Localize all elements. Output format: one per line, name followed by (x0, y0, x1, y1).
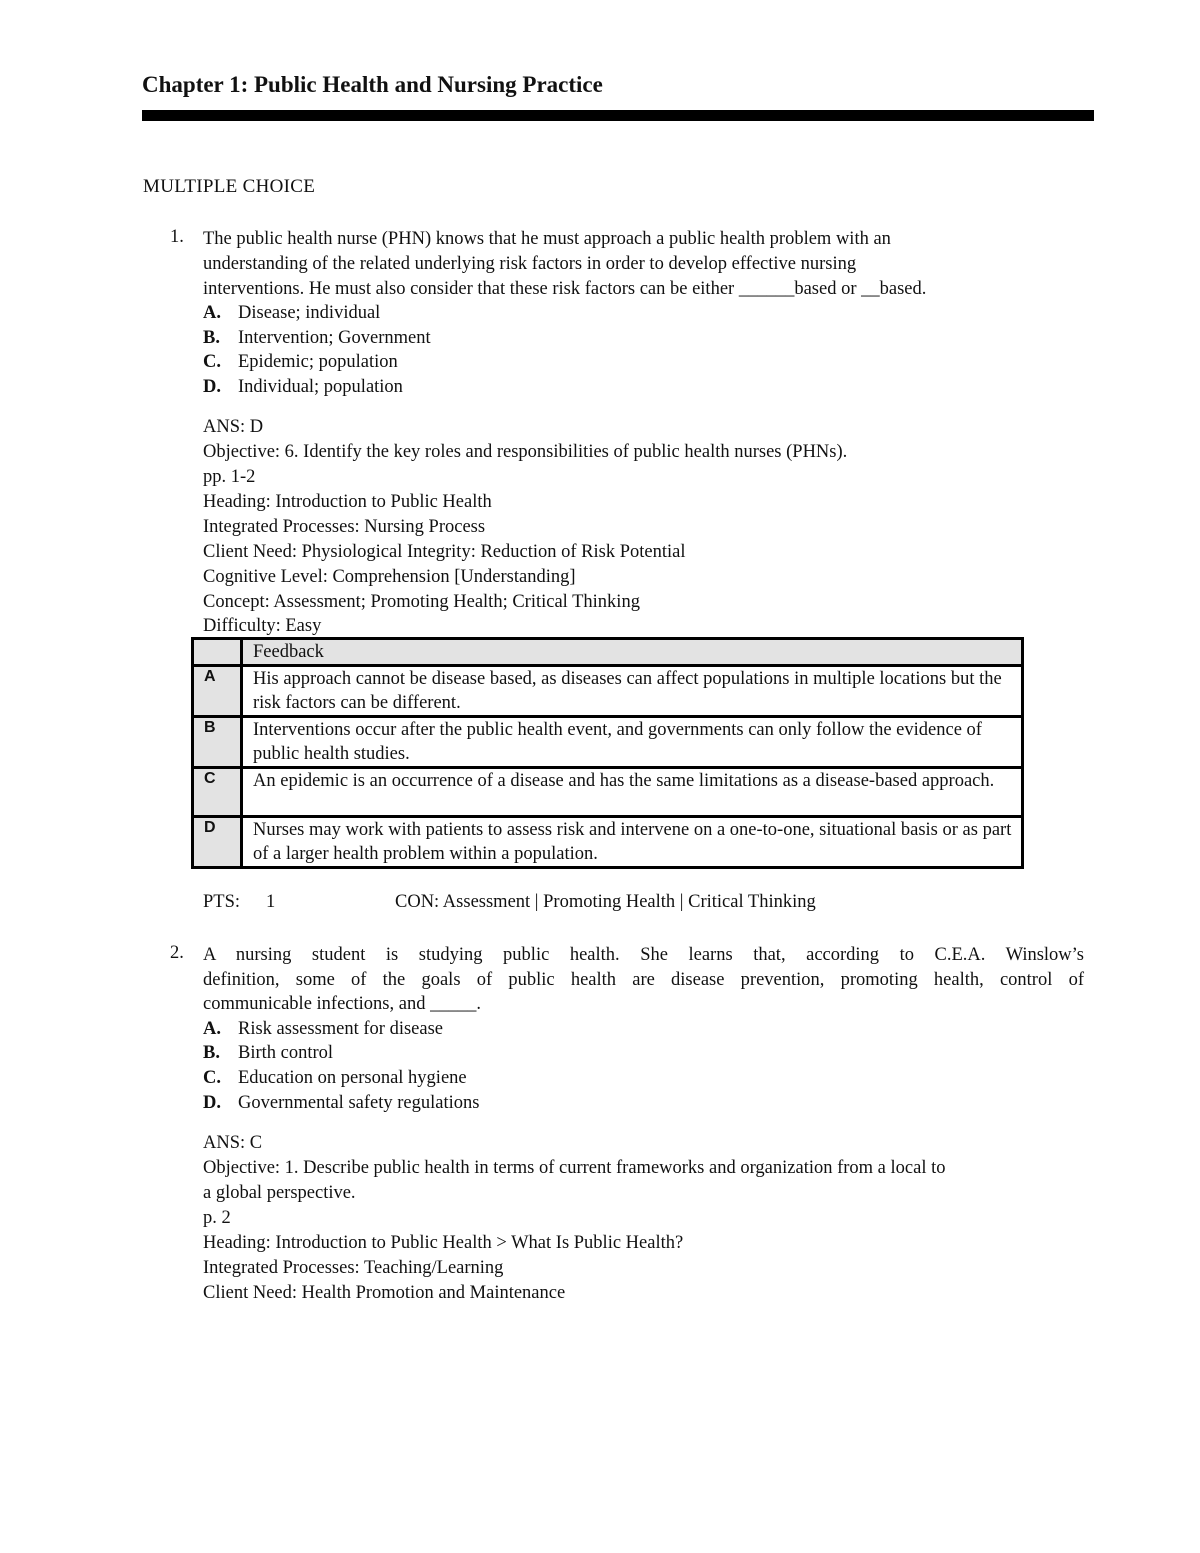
question-2-number: 2. (170, 943, 184, 963)
question-1-number: 1. (170, 227, 184, 247)
question-2-objective-line-2: a global perspective. (203, 1183, 356, 1203)
question-1-stem-line-3: interventions. He must also consider that these risk factors can be either ______based or __based. (203, 279, 927, 299)
feedback-label: B (193, 717, 242, 768)
option-text: Birth control (238, 1043, 334, 1063)
question-1-stem-line-2: understanding of the related underlying risk factors in order to develop effective nursing (203, 254, 857, 274)
feedback-text: Interventions occur after the public health event, and governments can only follow the evidence of public health studies. (242, 717, 1023, 768)
option-letter: D. (203, 377, 221, 397)
option-letter: C. (203, 352, 221, 372)
question-1-objective: Objective: 6. Identify the key roles and responsibilities of public health nurses (PHNs). (203, 442, 848, 462)
question-2-option-c (203, 1066, 467, 1090)
question-2-heading: Heading: Introduction to Public Health > What Is Public Health? (203, 1233, 684, 1253)
question-1-stem-line-1: The public health nurse (PHN) knows that he must approach a public health problem with an (203, 229, 891, 249)
question-1-option-d (203, 375, 403, 399)
question-1-option-a (203, 301, 380, 325)
question-2-answer: ANS: C (203, 1133, 263, 1153)
question-2-stem-line-2: definition, some of the goals of public health are disease prevention, promoting health, control of (203, 970, 1084, 990)
feedback-label: D (193, 817, 242, 868)
question-1-heading: Heading: Introduction to Public Health (203, 492, 492, 512)
question-1-concepts: CON: Assessment | Promoting Health | Critical Thinking (395, 892, 816, 912)
question-2-pages: p. 2 (203, 1208, 231, 1228)
feedback-label: A (193, 666, 242, 717)
option-letter: B. (203, 328, 220, 348)
feedback-text: Nurses may work with patients to assess risk and intervene on a one-to-one, situational basis or as part of a larger health problem within a population. (242, 817, 1023, 868)
question-1-option-c (203, 350, 398, 374)
feedback-row-d (193, 817, 1023, 868)
question-1-pages: pp. 1-2 (203, 467, 256, 487)
option-text: Risk assessment for disease (238, 1019, 444, 1039)
option-text: Intervention; Government (238, 328, 431, 348)
question-2-client-need: Client Need: Health Promotion and Maintenance (203, 1283, 566, 1303)
question-1-concept: Concept: Assessment; Promoting Health; Critical Thinking (203, 592, 640, 612)
feedback-label: C (193, 768, 242, 817)
feedback-header-blank (193, 639, 242, 666)
title-rule (142, 110, 1094, 121)
feedback-row-b (193, 717, 1023, 768)
question-2-option-b (203, 1041, 333, 1065)
feedback-header-row (193, 639, 1023, 666)
question-2-objective-line-1: Objective: 1. Describe public health in terms of current frameworks and organization from a local to (203, 1158, 946, 1178)
option-text: Education on personal hygiene (238, 1068, 467, 1088)
feedback-row-c (193, 768, 1023, 817)
chapter-title: Chapter 1: Public Health and Nursing Practice (142, 72, 603, 97)
option-text: Epidemic; population (238, 352, 398, 372)
question-2-option-d (203, 1091, 479, 1115)
question-2-option-a (203, 1017, 443, 1041)
feedback-text: An epidemic is an occurrence of a disease and has the same limitations as a disease-based approach. (242, 768, 1023, 817)
option-letter: B. (203, 1043, 220, 1063)
option-letter: D. (203, 1093, 221, 1113)
option-letter: A. (203, 303, 221, 323)
feedback-text: His approach cannot be disease based, as diseases can affect populations in multiple locations but the risk factors can be different. (242, 666, 1023, 717)
option-letter: A. (203, 1019, 221, 1039)
feedback-table (191, 637, 1024, 869)
option-text: Individual; population (238, 377, 403, 397)
feedback-header: Feedback (242, 639, 1023, 666)
question-2-integrated-processes: Integrated Processes: Teaching/Learning (203, 1258, 504, 1278)
section-heading: MULTIPLE CHOICE (143, 176, 316, 197)
question-1-points-value: 1 (266, 892, 276, 912)
question-1-cognitive-level: Cognitive Level: Comprehension [Understanding] (203, 567, 576, 587)
feedback-row-a (193, 666, 1023, 717)
question-2-stem-line-1: A nursing student is studying public health. She learns that, according to C.E.A. Winslow’s (203, 945, 1084, 965)
option-text: Governmental safety regulations (238, 1093, 480, 1113)
question-2-stem-line-3: communicable infections, and _____. (203, 994, 481, 1014)
question-1-answer: ANS: D (203, 417, 264, 437)
question-1-difficulty: Difficulty: Easy (203, 616, 322, 636)
question-1-points-label: PTS: (203, 892, 241, 912)
question-1-client-need: Client Need: Physiological Integrity: Reduction of Risk Potential (203, 542, 686, 562)
question-1-integrated-processes: Integrated Processes: Nursing Process (203, 517, 486, 537)
option-text: Disease; individual (238, 303, 381, 323)
question-1-option-b (203, 326, 431, 350)
option-letter: C. (203, 1068, 221, 1088)
